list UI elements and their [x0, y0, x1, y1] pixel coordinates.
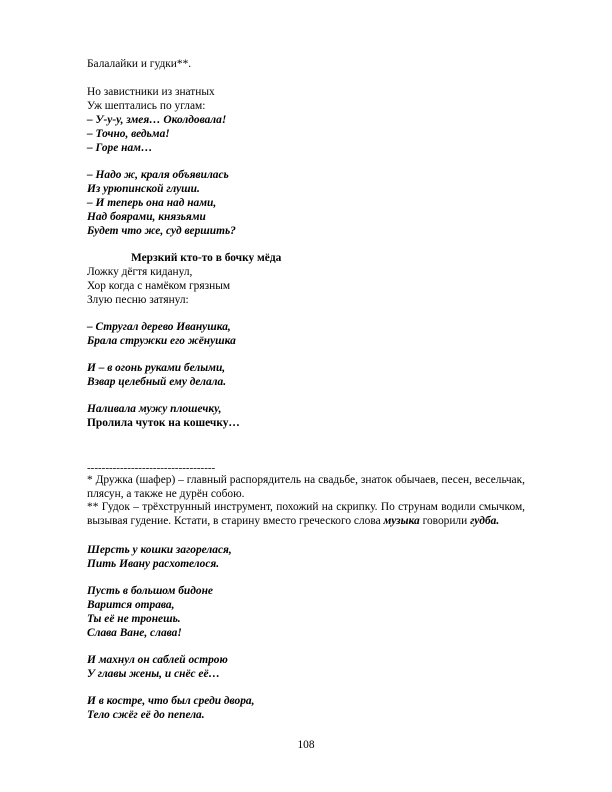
verse-line: Над боярами, князьями: [87, 211, 206, 223]
verse-line: Тело сжёг её до пепела.: [87, 709, 205, 721]
footnote-druzhka: * Дружка (шафер) – главный распорядитель на свадьбе, знаток обычаев, песен, весельчак, плясун, а также не дурён собою.: [87, 474, 525, 500]
verse-line: Балалайки и гудки**.: [87, 58, 192, 70]
verse-line: Взвар целебный ему делала.: [87, 376, 227, 388]
verse-line: Пролила чуток на кошечку…: [87, 417, 240, 429]
verse-line: – Стругал дерево Иванушка,: [87, 321, 231, 333]
verse-line: Шерсть у кошки загорелася,: [87, 544, 232, 556]
verse-line: Пусть в большом бидоне: [87, 585, 213, 597]
emphasis-word: музыка: [383, 514, 420, 527]
verse-line: И в костре, что был среди двора,: [87, 695, 255, 707]
verse-line: Но завистники из знатных: [87, 86, 215, 98]
verse-line: И махнул он саблей острою: [87, 654, 228, 666]
verse-line: Уж шептались по углам:: [87, 100, 206, 112]
verse-line: – И теперь она над нами,: [87, 197, 217, 209]
footnote-text: говорили: [419, 514, 471, 527]
verse-line: Из урюпинской глуши.: [87, 183, 200, 195]
page-number: 108: [297, 739, 315, 751]
verse-line: Ты её не тронешь.: [87, 613, 181, 625]
verse-line: Пить Ивану расхотелося.: [87, 558, 220, 570]
verse-line: И – в огонь руками белыми,: [87, 362, 226, 374]
verse-line: Слава Ване, слава!: [87, 627, 182, 639]
verse-line: – Горе нам…: [87, 142, 153, 154]
verse-line: Наливала мужу плошечку,: [87, 403, 222, 415]
footnote-gudok: [87, 501, 525, 528]
verse-line: Злую песню затянул:: [87, 294, 189, 306]
footnote-text: ** Гудок – трёхструнный инструмент, похожий на скрипку. По струнам водили смычком, вызывая гудение. Кстати, в старину вместо греческого слова: [87, 501, 525, 527]
verse-line: Брала стружки его жёнушка: [87, 335, 236, 347]
verse-line: Будет что же, суд вершить?: [87, 225, 236, 237]
verse-line: – У-у-у, змея… Околдовала!: [87, 114, 227, 126]
verse-line: Мерзкий кто-то в бочку мёда: [131, 252, 282, 264]
verse-line: Варится отрава,: [87, 599, 175, 611]
verse-line: – Точно, ведьма!: [87, 128, 170, 140]
emphasis-word: гудба.: [470, 514, 500, 527]
verse-line: Ложку дёгтя киданул,: [87, 266, 193, 278]
footnote-separator: -----------------------------------: [87, 462, 216, 474]
verse-line: Хор когда с намёком грязным: [87, 280, 231, 292]
verse-line: У главы жены, и снёс её…: [87, 668, 220, 680]
verse-line: – Надо ж, краля объявилась: [87, 169, 229, 181]
